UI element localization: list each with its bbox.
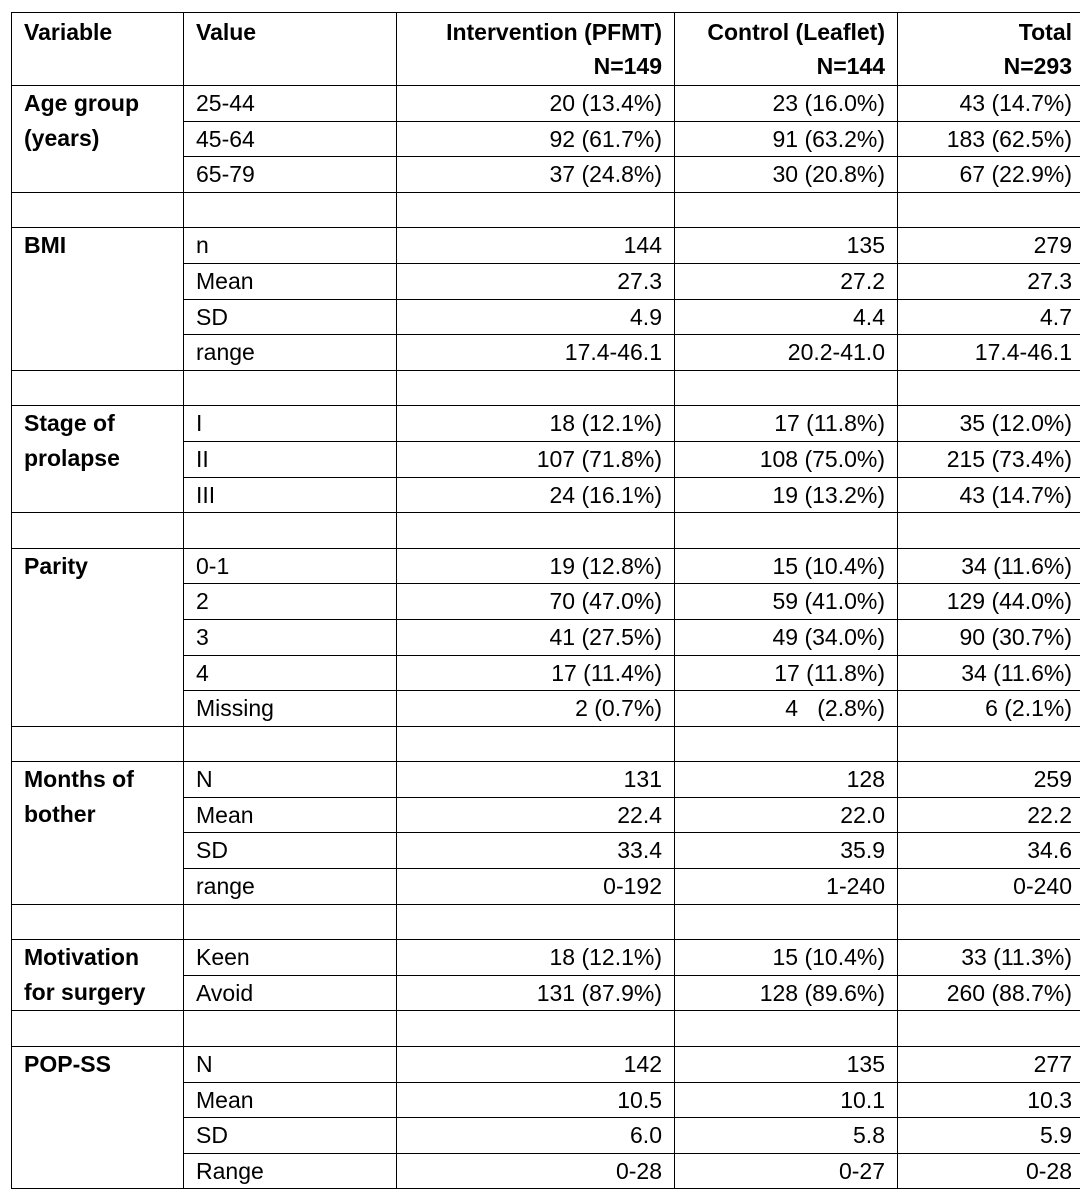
empty-cell (184, 1011, 397, 1047)
control-cell: 59 (41.0%) (675, 584, 898, 620)
total-cell: 215 (73.4%) (898, 441, 1080, 477)
intervention-cell: 19 (12.8%) (397, 548, 675, 584)
value-cell: Mean (184, 1082, 397, 1118)
total-cell: 67 (22.9%) (898, 157, 1080, 193)
value-cell: SD (184, 833, 397, 869)
empty-cell (184, 370, 397, 406)
intervention-cell: 6.0 (397, 1118, 675, 1154)
intervention-cell: 0-28 (397, 1153, 675, 1189)
variable-cell: Parity (12, 548, 184, 726)
empty-cell (675, 726, 898, 762)
variable-cell: Age group (years) (12, 86, 184, 193)
control-cell: 15 (10.4%) (675, 548, 898, 584)
empty-cell (12, 192, 184, 228)
header-total-n: N=293 (1003, 53, 1072, 79)
spacer-row (12, 904, 1080, 940)
control-cell: 1-240 (675, 869, 898, 905)
control-cell: 17 (11.8%) (675, 406, 898, 442)
control-cell: 135 (675, 228, 898, 264)
control-cell: 23 (16.0%) (675, 86, 898, 122)
empty-cell (184, 192, 397, 228)
intervention-cell: 17.4-46.1 (397, 335, 675, 371)
total-cell: 5.9 (898, 1118, 1080, 1154)
empty-cell (397, 726, 675, 762)
control-cell: 27.2 (675, 263, 898, 299)
intervention-cell: 18 (12.1%) (397, 406, 675, 442)
intervention-cell: 144 (397, 228, 675, 264)
spacer-row (12, 370, 1080, 406)
variable-cell: Months of bother (12, 762, 184, 904)
header-variable: Variable (12, 13, 184, 86)
total-cell: 277 (898, 1047, 1080, 1083)
control-cell: 128 (675, 762, 898, 798)
baseline-characteristics-table (11, 12, 1080, 1189)
control-cell: 35.9 (675, 833, 898, 869)
variable-cell: Stage of prolapse (12, 406, 184, 513)
intervention-cell: 70 (47.0%) (397, 584, 675, 620)
value-cell: Keen (184, 940, 397, 976)
header-total-title: Total (1018, 19, 1072, 45)
value-cell: Missing (184, 691, 397, 727)
value-cell: SD (184, 1118, 397, 1154)
total-cell: 90 (30.7%) (898, 619, 1080, 655)
value-cell: range (184, 335, 397, 371)
header-control-n: N=144 (816, 53, 885, 79)
total-cell: 183 (62.5%) (898, 121, 1080, 157)
intervention-cell: 37 (24.8%) (397, 157, 675, 193)
total-cell: 34 (11.6%) (898, 548, 1080, 584)
empty-cell (397, 1011, 675, 1047)
intervention-cell: 27.3 (397, 263, 675, 299)
control-cell: 135 (675, 1047, 898, 1083)
empty-cell (675, 513, 898, 549)
value-cell: Mean (184, 797, 397, 833)
value-cell: N (184, 762, 397, 798)
empty-cell (898, 513, 1080, 549)
variable-cell: POP-SS (12, 1047, 184, 1189)
baseline-characteristics-table-container (11, 12, 1080, 1189)
intervention-cell: 142 (397, 1047, 675, 1083)
empty-cell (675, 904, 898, 940)
variable-cell: BMI (12, 228, 184, 370)
total-cell: 43 (14.7%) (898, 86, 1080, 122)
empty-cell (184, 904, 397, 940)
header-intervention (397, 13, 675, 86)
empty-cell (675, 1011, 898, 1047)
total-cell: 279 (898, 228, 1080, 264)
header-control (675, 13, 898, 86)
total-cell: 0-28 (898, 1153, 1080, 1189)
header-total (898, 13, 1080, 86)
control-cell: 10.1 (675, 1082, 898, 1118)
total-cell: 34 (11.6%) (898, 655, 1080, 691)
empty-cell (898, 726, 1080, 762)
total-cell: 34.6 (898, 833, 1080, 869)
intervention-cell: 92 (61.7%) (397, 121, 675, 157)
table-body (12, 86, 1080, 1189)
header-row (12, 13, 1080, 86)
value-cell: III (184, 477, 397, 513)
value-cell: II (184, 441, 397, 477)
table-row (12, 762, 1080, 798)
header-value: Value (184, 13, 397, 86)
intervention-cell: 131 (87.9%) (397, 975, 675, 1011)
control-cell: 15 (10.4%) (675, 940, 898, 976)
value-cell: 0-1 (184, 548, 397, 584)
table-row (12, 940, 1080, 976)
empty-cell (397, 192, 675, 228)
value-cell: Range (184, 1153, 397, 1189)
value-cell: 4 (184, 655, 397, 691)
total-cell: 129 (44.0%) (898, 584, 1080, 620)
value-cell: 3 (184, 619, 397, 655)
control-cell: 22.0 (675, 797, 898, 833)
intervention-cell: 10.5 (397, 1082, 675, 1118)
total-cell: 259 (898, 762, 1080, 798)
control-cell: 5.8 (675, 1118, 898, 1154)
value-cell: 2 (184, 584, 397, 620)
empty-cell (12, 1011, 184, 1047)
control-cell: 4 (2.8%) (675, 691, 898, 727)
empty-cell (12, 904, 184, 940)
variable-cell: Motivation for surgery (12, 940, 184, 1011)
control-cell: 17 (11.8%) (675, 655, 898, 691)
intervention-cell: 17 (11.4%) (397, 655, 675, 691)
empty-cell (898, 904, 1080, 940)
header-control-title: Control (Leaflet) (707, 19, 885, 45)
value-cell: N (184, 1047, 397, 1083)
table-row (12, 228, 1080, 264)
empty-cell (675, 192, 898, 228)
total-cell: 27.3 (898, 263, 1080, 299)
intervention-cell: 4.9 (397, 299, 675, 335)
total-cell: 22.2 (898, 797, 1080, 833)
total-cell: 17.4-46.1 (898, 335, 1080, 371)
spacer-row (12, 1011, 1080, 1047)
intervention-cell: 33.4 (397, 833, 675, 869)
total-cell: 4.7 (898, 299, 1080, 335)
intervention-cell: 22.4 (397, 797, 675, 833)
empty-cell (397, 513, 675, 549)
empty-cell (397, 904, 675, 940)
total-cell: 10.3 (898, 1082, 1080, 1118)
total-cell: 6 (2.1%) (898, 691, 1080, 727)
value-cell: Mean (184, 263, 397, 299)
empty-cell (898, 1011, 1080, 1047)
control-cell: 20.2-41.0 (675, 335, 898, 371)
total-cell: 0-240 (898, 869, 1080, 905)
empty-cell (12, 370, 184, 406)
value-cell: I (184, 406, 397, 442)
table-row (12, 86, 1080, 122)
control-cell: 91 (63.2%) (675, 121, 898, 157)
total-cell: 260 (88.7%) (898, 975, 1080, 1011)
empty-cell (184, 726, 397, 762)
empty-cell (397, 370, 675, 406)
table-row (12, 548, 1080, 584)
spacer-row (12, 726, 1080, 762)
value-cell: Avoid (184, 975, 397, 1011)
value-cell: range (184, 869, 397, 905)
value-cell: 45-64 (184, 121, 397, 157)
intervention-cell: 18 (12.1%) (397, 940, 675, 976)
empty-cell (12, 726, 184, 762)
intervention-cell: 0-192 (397, 869, 675, 905)
header-intervention-title: Intervention (PFMT) (446, 19, 662, 45)
total-cell: 35 (12.0%) (898, 406, 1080, 442)
intervention-cell: 24 (16.1%) (397, 477, 675, 513)
intervention-cell: 2 (0.7%) (397, 691, 675, 727)
control-cell: 19 (13.2%) (675, 477, 898, 513)
table-row (12, 406, 1080, 442)
total-cell: 43 (14.7%) (898, 477, 1080, 513)
value-cell: n (184, 228, 397, 264)
empty-cell (184, 513, 397, 549)
empty-cell (675, 370, 898, 406)
intervention-cell: 41 (27.5%) (397, 619, 675, 655)
spacer-row (12, 513, 1080, 549)
control-cell: 4.4 (675, 299, 898, 335)
intervention-cell: 20 (13.4%) (397, 86, 675, 122)
empty-cell (12, 513, 184, 549)
empty-cell (898, 192, 1080, 228)
spacer-row (12, 192, 1080, 228)
intervention-cell: 107 (71.8%) (397, 441, 675, 477)
control-cell: 0-27 (675, 1153, 898, 1189)
empty-cell (898, 370, 1080, 406)
control-cell: 30 (20.8%) (675, 157, 898, 193)
value-cell: 65-79 (184, 157, 397, 193)
control-cell: 108 (75.0%) (675, 441, 898, 477)
value-cell: 25-44 (184, 86, 397, 122)
total-cell: 33 (11.3%) (898, 940, 1080, 976)
value-cell: SD (184, 299, 397, 335)
intervention-cell: 131 (397, 762, 675, 798)
header-intervention-n: N=149 (593, 53, 662, 79)
control-cell: 49 (34.0%) (675, 619, 898, 655)
control-cell: 128 (89.6%) (675, 975, 898, 1011)
table-row (12, 1047, 1080, 1083)
